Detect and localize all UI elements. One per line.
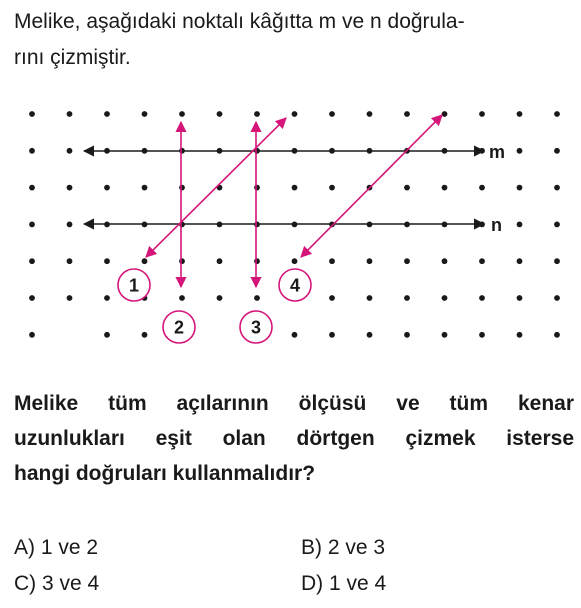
circle-label-1 xyxy=(118,269,150,301)
grid-dot xyxy=(479,185,485,191)
grid-dot xyxy=(67,148,73,154)
grid-dot xyxy=(67,185,73,191)
grid-dot xyxy=(67,258,73,264)
grid-dot xyxy=(29,295,35,301)
question-line-1: Melike tüm açılarının ölçüsü ve tüm kenar xyxy=(14,392,574,415)
grid-dot xyxy=(554,332,560,338)
grid-dot xyxy=(142,185,148,191)
label-m: m xyxy=(489,142,506,162)
question-text xyxy=(14,386,574,491)
grid-dot xyxy=(517,111,523,117)
grid-dot xyxy=(292,258,298,264)
grid-dot xyxy=(367,332,373,338)
label-n: n xyxy=(491,215,502,235)
grid-dot xyxy=(104,332,110,338)
dot-paper-figure xyxy=(0,100,581,350)
grid-dot xyxy=(254,295,260,301)
question-line-3: hangi doğruları kullanmalıdır? xyxy=(14,462,316,485)
grid-dot xyxy=(254,185,260,191)
grid-dot xyxy=(67,222,73,228)
grid-dot xyxy=(517,222,523,228)
grid-dot xyxy=(442,185,448,191)
grid-dot xyxy=(29,185,35,191)
grid-dot xyxy=(554,111,560,117)
grid-dot xyxy=(404,332,410,338)
grid-dot xyxy=(517,148,523,154)
intro-line-1: Melike, aşağıdaki noktalı kâğıtta m ve n doğrula- xyxy=(14,10,465,33)
grid-dot xyxy=(554,185,560,191)
circle-label-3 xyxy=(240,311,272,343)
grid-dot xyxy=(104,295,110,301)
grid-dot xyxy=(367,258,373,264)
grid-dot xyxy=(329,185,335,191)
grid-dot xyxy=(67,295,73,301)
grid-dot xyxy=(329,258,335,264)
grid-dot xyxy=(329,295,335,301)
grid-dot xyxy=(442,332,448,338)
grid-dot xyxy=(29,258,35,264)
circle-label-1-text: 1 xyxy=(128,275,140,296)
line-1 xyxy=(146,118,286,257)
option-a[interactable]: A) 1 ve 2 xyxy=(14,536,99,559)
circle-label-4-text: 4 xyxy=(289,275,301,296)
grid-dot xyxy=(142,111,148,117)
grid-dot xyxy=(367,111,373,117)
grid-dot xyxy=(104,111,110,117)
question-line-2: uzunlukları eşit olan dörtgen çizmek isterse xyxy=(14,427,574,450)
grid-dot xyxy=(404,185,410,191)
grid-dot xyxy=(442,295,448,301)
grid-dot xyxy=(517,295,523,301)
grid-dot xyxy=(517,258,523,264)
grid-dot xyxy=(329,111,335,117)
intro-text xyxy=(14,4,574,76)
grid-dot xyxy=(179,295,185,301)
grid-dot xyxy=(554,295,560,301)
grid-dot xyxy=(179,185,185,191)
grid-dot xyxy=(29,148,35,154)
grid-dot xyxy=(179,258,185,264)
grid-dot xyxy=(104,258,110,264)
grid-dot xyxy=(554,148,560,154)
grid-dot xyxy=(29,111,35,117)
grid-dot xyxy=(517,185,523,191)
line-4 xyxy=(301,115,442,257)
option-d[interactable]: D) 1 ve 4 xyxy=(301,572,387,595)
grid-dot xyxy=(479,295,485,301)
grid-dot xyxy=(517,332,523,338)
grid-dot xyxy=(142,258,148,264)
grid-dot xyxy=(554,258,560,264)
grid-dot xyxy=(367,295,373,301)
grid-dot xyxy=(292,332,298,338)
grid-dot xyxy=(217,111,223,117)
grid-dot xyxy=(104,185,110,191)
grid-dot xyxy=(292,185,298,191)
grid-dot xyxy=(479,332,485,338)
intro-line-2: rını çizmiştir. xyxy=(14,46,131,69)
grid-dot xyxy=(404,111,410,117)
grid-dot xyxy=(29,222,35,228)
grid-dot xyxy=(404,258,410,264)
grid-dot xyxy=(479,258,485,264)
grid-dot xyxy=(217,295,223,301)
grid-dot xyxy=(217,258,223,264)
circle-label-4 xyxy=(279,269,311,301)
grid-dot xyxy=(29,332,35,338)
grid-dot xyxy=(554,222,560,228)
grid-dot xyxy=(404,295,410,301)
grid-dot xyxy=(67,111,73,117)
grid-dot xyxy=(329,332,335,338)
option-c[interactable]: C) 3 ve 4 xyxy=(14,572,100,595)
grid-dot xyxy=(442,258,448,264)
option-b[interactable]: B) 2 ve 3 xyxy=(301,536,386,559)
grid-dot xyxy=(142,332,148,338)
grid-dot xyxy=(442,111,448,117)
grid-dot xyxy=(479,111,485,117)
circle-label-2-text: 2 xyxy=(173,317,185,338)
grid-dot xyxy=(254,111,260,117)
grid-dot xyxy=(254,258,260,264)
circle-label-2 xyxy=(163,311,195,343)
grid-dot xyxy=(179,111,185,117)
grid-dot xyxy=(292,111,298,117)
circle-label-3-text: 3 xyxy=(250,317,262,338)
